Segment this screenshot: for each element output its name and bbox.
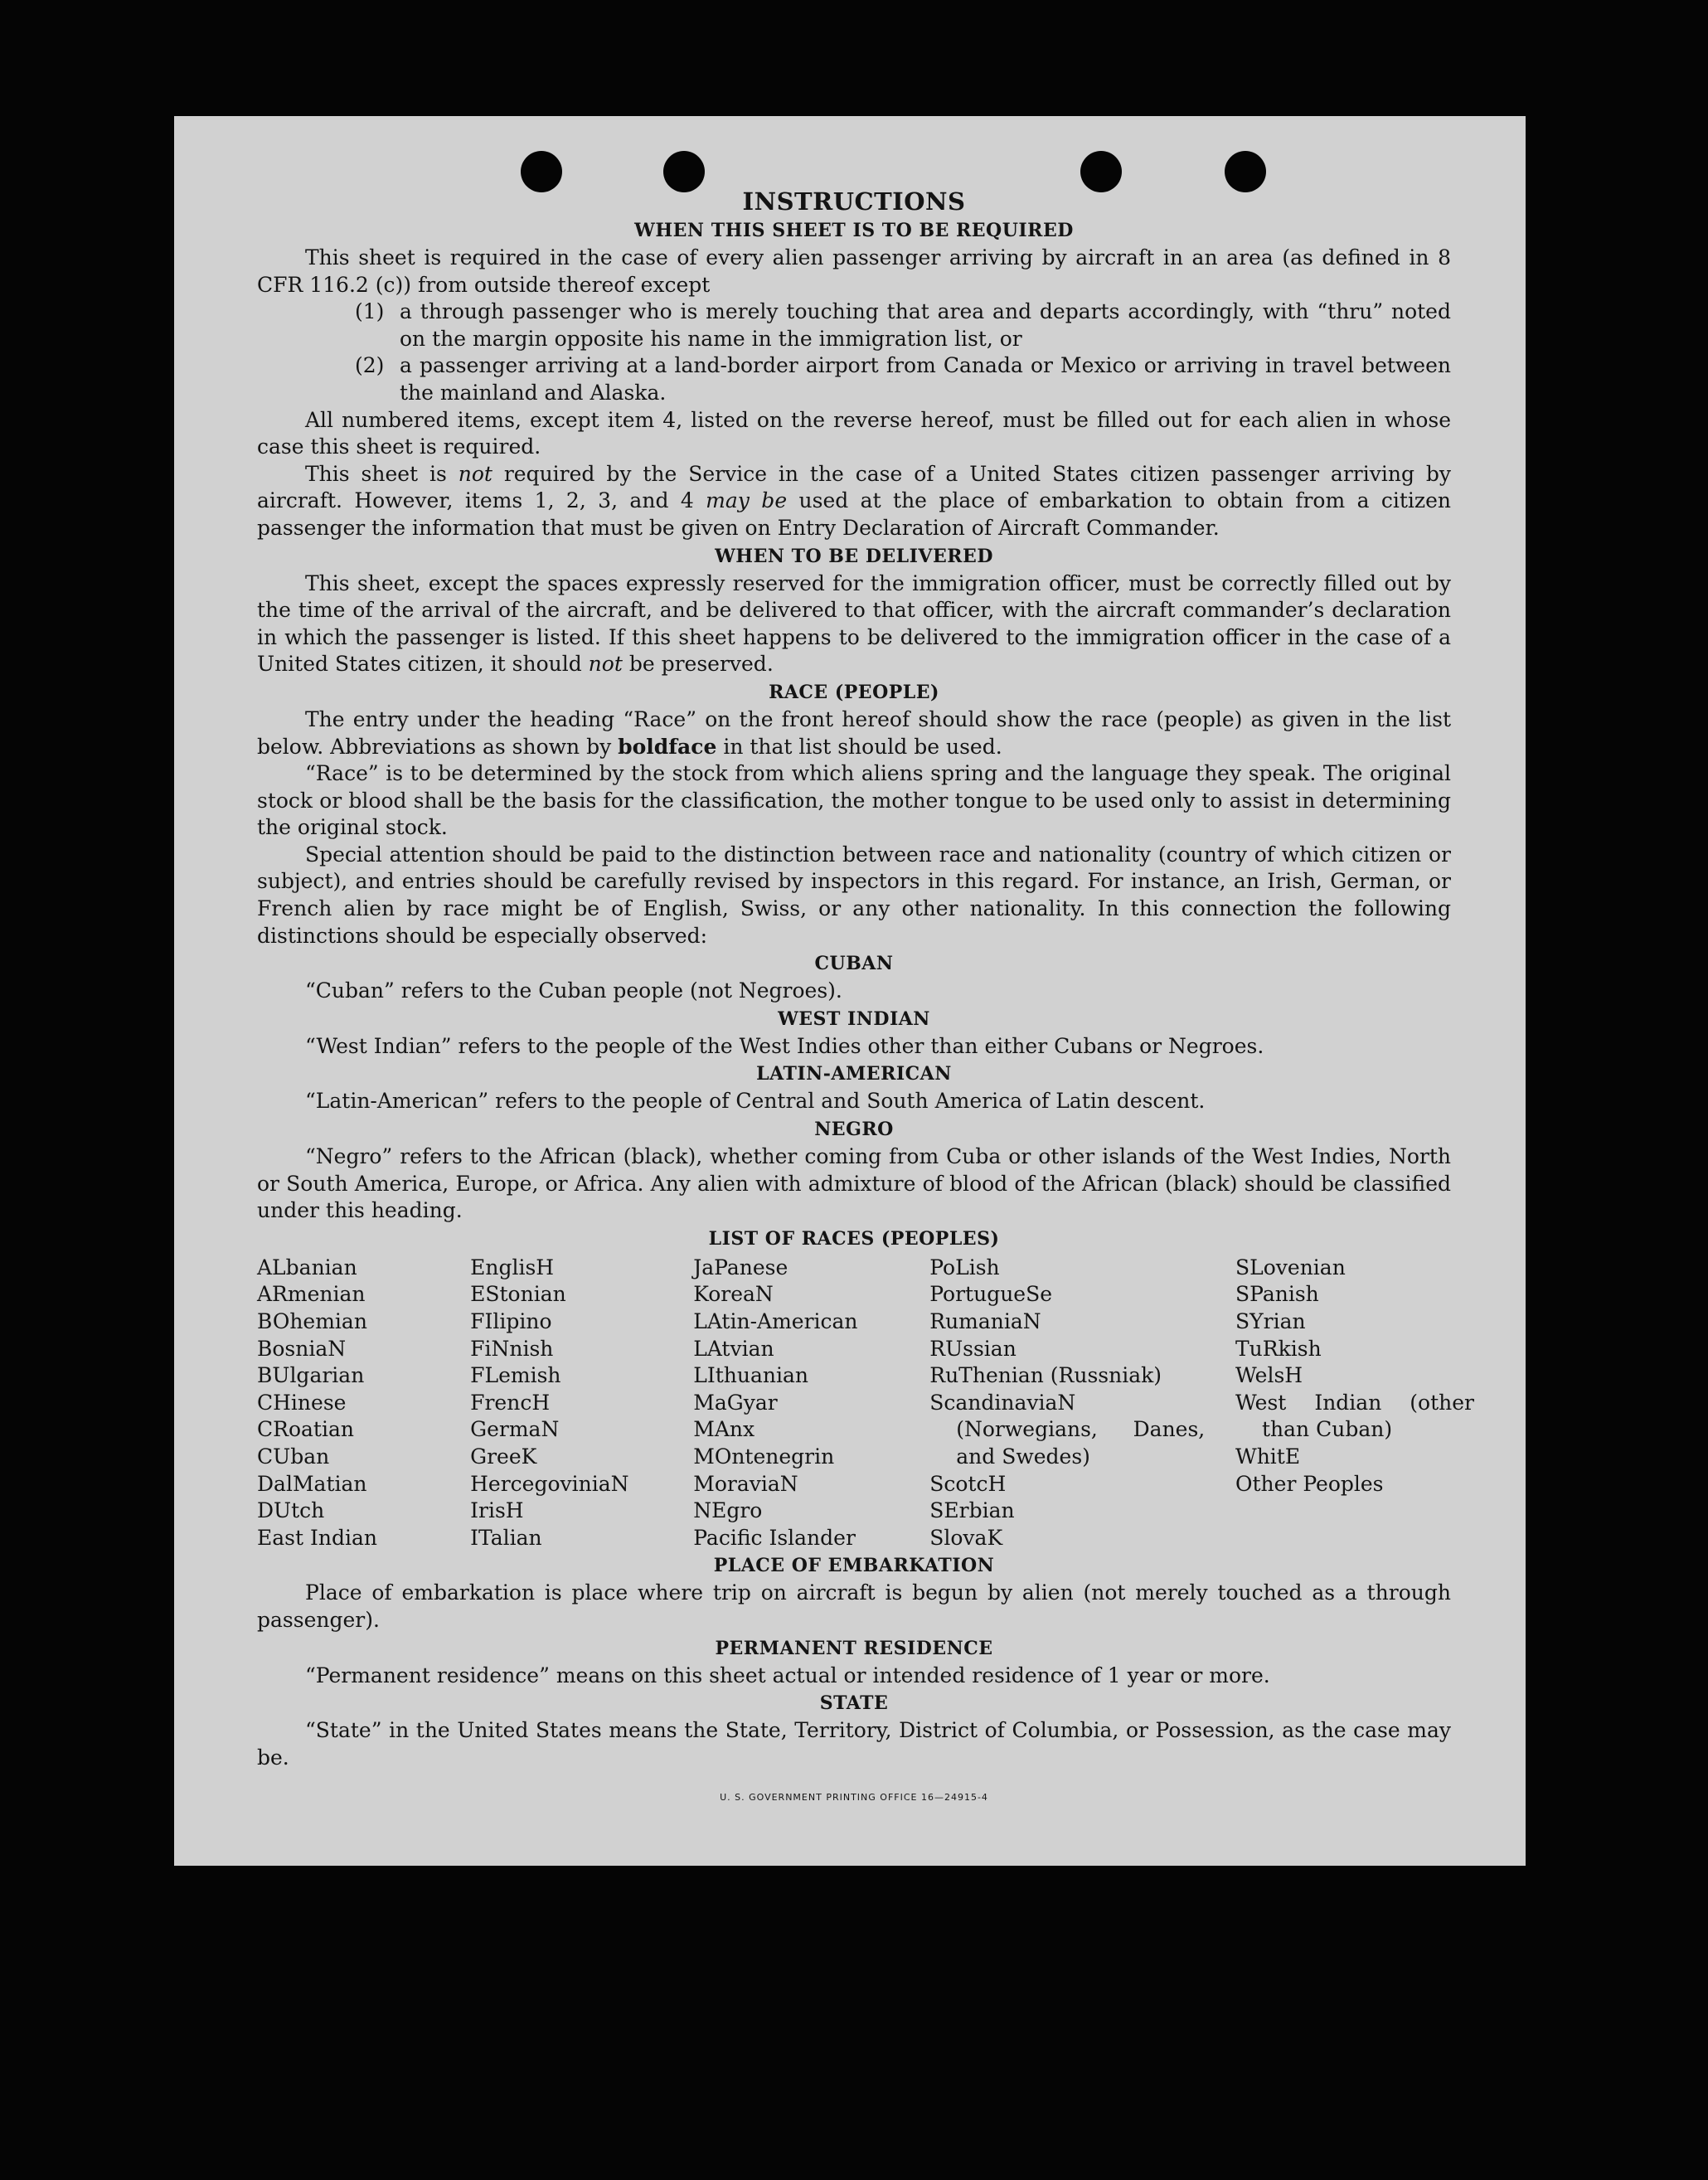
residence-text: “Permanent residence” means on this sheet actual or intended residence of 1 year or more.: [305, 1663, 1270, 1687]
races-column-5: [1235, 1255, 1474, 1552]
races-column-3: [693, 1255, 929, 1552]
list-item: GreeK: [470, 1444, 537, 1469]
list-item: IrisH: [470, 1498, 524, 1523]
list-item: SYrian: [1235, 1309, 1306, 1333]
list-item: BUlgarian: [257, 1363, 365, 1388]
list-item: MoraviaN: [693, 1471, 798, 1496]
list-item: HercegoviniaN: [470, 1471, 629, 1496]
list-item: KoreaN: [693, 1282, 774, 1307]
list-item: JaPanese: [693, 1255, 788, 1279]
list-item: ALbanian: [257, 1255, 357, 1279]
list-item: CRoatian: [257, 1417, 354, 1442]
list-item: MaGyar: [693, 1390, 778, 1415]
cuban-text: “Cuban” refers to the Cuban people (not Negroes).: [305, 978, 842, 1003]
state-text: “State” in the United States means the State, Territory, District of Columbia, or Possession, as the case may be.: [257, 1718, 1451, 1770]
races-column-1: [257, 1255, 470, 1552]
list-item: MOntenegrin: [693, 1444, 835, 1469]
races-column-4: [929, 1255, 1235, 1552]
races-column-2: [470, 1255, 693, 1552]
heading-required: WHEN THIS SHEET IS TO BE REQUIRED: [634, 220, 1074, 241]
list-item: Other Peoples: [1235, 1471, 1384, 1496]
list-item: EStonian: [470, 1282, 566, 1307]
list-item: ScotcH: [929, 1471, 1007, 1496]
list-item: WhitE: [1235, 1444, 1301, 1469]
instructions-content: [257, 187, 1474, 1812]
races-list: [257, 1255, 1474, 1552]
list-item: LIthuanian: [693, 1363, 808, 1388]
list-item: LAtin-American: [693, 1309, 858, 1333]
list-item: MAnx: [693, 1417, 755, 1442]
negro-text: “Negro” refers to the African (black), whether coming from Cuba or other islands of the West Indies, North or South America, Europe, or Africa. Any alien with admixture of blood of the African (black) should be classified under this heading.: [257, 1144, 1451, 1223]
list-item: SlovaK: [929, 1525, 1003, 1550]
list-item: Pacific Islander: [693, 1525, 856, 1550]
heading-negro: NEGRO: [814, 1119, 894, 1141]
list-item: RumaniaN: [929, 1309, 1041, 1333]
list-item: SErbian: [929, 1498, 1015, 1523]
latin-american-text: “Latin-American” refers to the people of Central and South America of Latin descent.: [305, 1089, 1206, 1114]
list-item: SPanish: [1235, 1282, 1319, 1307]
exception-list: [257, 299, 1451, 406]
list-item: CHinese: [257, 1390, 347, 1415]
list-item: RUssian: [929, 1336, 1017, 1361]
list-item: ARmenian: [257, 1282, 366, 1307]
list-item: ScandinaviaN (Norwegians, Danes, and Swedes): [929, 1390, 1206, 1469]
list-item: (1) a through passenger who is merely touching that area and departs accordingly, with “thru” noted on the margin opposite his name in the immigration list, or: [355, 299, 1451, 351]
list-item: East Indian: [257, 1525, 377, 1550]
list-item: West Indian (other than Cuban): [1235, 1390, 1474, 1442]
required-numbered-items: All numbered items, except item 4, listed on the reverse hereof, must be filled out for each alien in whose case this sheet is required.: [257, 407, 1451, 459]
required-intro: This sheet is required in the case of every alien passenger arriving by aircraft in an area (as defined in 8 CFR 116.2 (c)) from outside thereof except: [257, 245, 1451, 297]
delivered-text: This sheet, except the spaces expressly reserved for the immigration officer, must be correctly filled out by the time of the arrival of the aircraft, and be delivered to that officer, with the aircraft commander’s declaration in which the passenger is listed. If this sheet happens to be delivered to the immigration officer in the case of a United States citizen, it should not be preserved.: [257, 570, 1451, 677]
document-page: [174, 116, 1526, 1866]
list-item: BOhemian: [257, 1309, 367, 1333]
list-item: (2) a passenger arriving at a land-border airport from Canada or Mexico or arriving in travel between the mainland and Alaska.: [355, 353, 1451, 405]
heading-race: RACE (PEOPLE): [769, 681, 939, 703]
heading-embarkation: PLACE OF EMBARKATION: [713, 1555, 995, 1577]
heading-west-indian: WEST INDIAN: [778, 1007, 930, 1030]
heading-residence: PERMANENT RESIDENCE: [715, 1637, 993, 1659]
list-item: PortugueSe: [929, 1282, 1053, 1307]
list-item: RuThenian (Russniak): [929, 1363, 1162, 1388]
list-item: WelsH: [1235, 1363, 1303, 1388]
list-item: FiNnish: [470, 1336, 554, 1361]
list-item: DalMatian: [257, 1471, 367, 1496]
race-distinction: Special attention should be paid to the distinction between race and nationality (country of which citizen or subject), and entries should be carefully revised by inspectors in this regard. For instance, an Irish, German, or French alien by race might be of English, Swiss, or any other nationality. In this connection the following distinctions should be especially observed:: [257, 842, 1451, 948]
list-item: DUtch: [257, 1498, 325, 1523]
list-item: NEgro: [693, 1498, 763, 1523]
required-citizen-note: This sheet is not required by the Service in the case of a United States citizen passenger arriving by aircraft. However, items 1, 2, 3, and 4 may be used at the place of embarkation to obtain from a citizen passenger the information that must be given on Entry Declaration of Aircraft Commander.: [257, 461, 1451, 540]
list-item: FrencH: [470, 1390, 551, 1415]
list-item: TuRkish: [1235, 1336, 1322, 1361]
printer-imprint: U. S. GOVERNMENT PRINTING OFFICE 16—24915-4: [720, 1792, 988, 1804]
race-definition: “Race” is to be determined by the stock from which aliens spring and the language they speak. The original stock or blood shall be the basis for the classification, the mother tongue to be used only to assist in determining the original stock.: [257, 761, 1451, 840]
list-item: FLemish: [470, 1363, 561, 1388]
list-item: FIlipino: [470, 1309, 552, 1333]
west-indian-text: “West Indian” refers to the people of the West Indies other than either Cubans or Negroes.: [305, 1033, 1264, 1058]
page-title: INSTRUCTIONS: [742, 187, 966, 216]
heading-state: STATE: [819, 1692, 889, 1715]
race-entry: The entry under the heading “Race” on the front hereof should show the race (people) as given in the list below. Abbreviations as shown by boldface in that list should be used.: [257, 706, 1451, 759]
heading-delivered: WHEN TO BE DELIVERED: [715, 545, 993, 567]
list-item: SLovenian: [1235, 1255, 1346, 1279]
embarkation-text: Place of embarkation is place where trip on aircraft is begun by alien (not merely touched as a through passenger).: [257, 1580, 1451, 1632]
list-item: GermaN: [470, 1417, 560, 1442]
list-item: CUban: [257, 1444, 330, 1469]
heading-cuban: CUBAN: [814, 953, 894, 975]
heading-latin-american: LATIN-AMERICAN: [756, 1063, 952, 1085]
list-item: PoLish: [929, 1255, 1000, 1279]
list-item: BosniaN: [257, 1336, 347, 1361]
heading-list-of-races: LIST OF RACES (PEOPLES): [708, 1227, 1000, 1250]
list-item: EnglisH: [470, 1255, 555, 1279]
list-item: ITalian: [470, 1525, 542, 1550]
list-item: LAtvian: [693, 1336, 774, 1361]
